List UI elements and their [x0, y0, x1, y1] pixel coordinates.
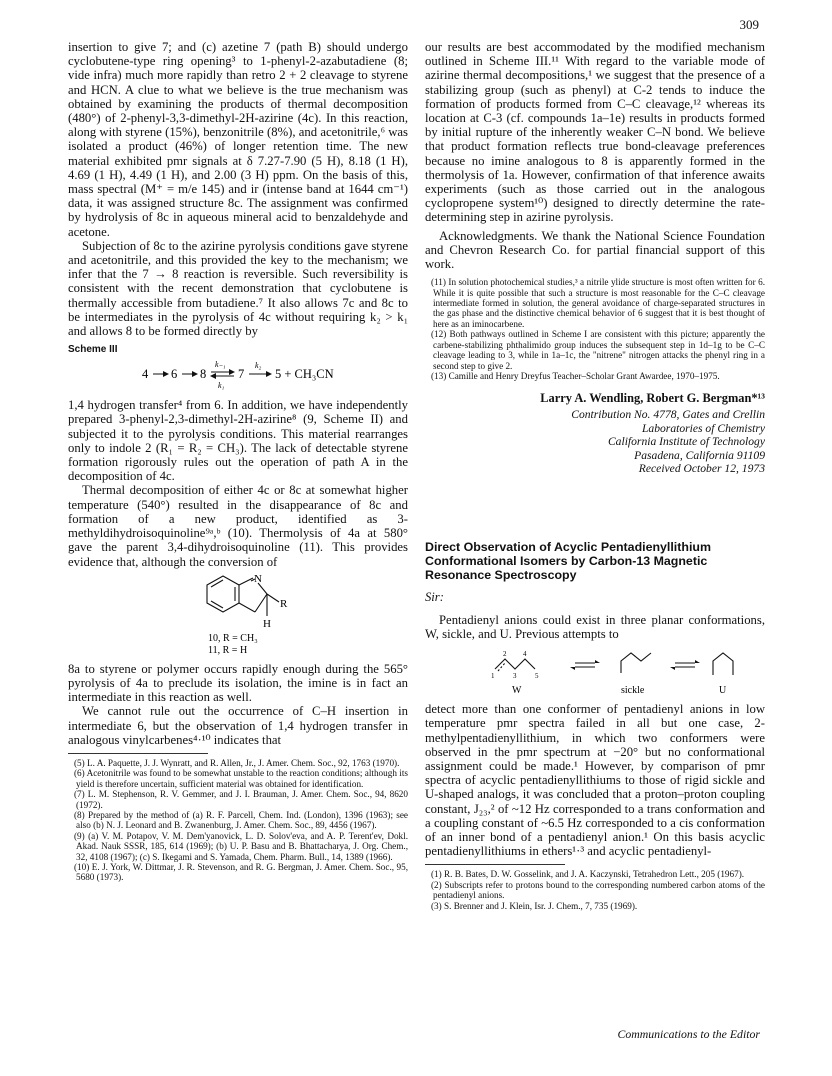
conformer-label-w: W — [512, 685, 522, 697]
paragraph: our results are best accommodated by the modified mechanism outlined in Scheme III.¹¹ With regard to the variable mode of azirine thermal decompositions,¹ we suggest that the presence of a stabilizing group (such as phenyl) at C-2 tends to induce the formation of products formed from C–C cleavage,¹² whereas its location at C-3 (cf. compounds 1a–1e) results in products formed by initial rupture of the inherently weaker C–N bond. We believe that product formation reflects true bond-cleavage preferences because no imine analogous to 8 is apparently formed in the thermolysis of 1a. However, confirmation of that inference awaits experiments (such as those carried out in the analogous cyclopropene system¹⁰) designed to directly determine the rate-determining step in azirine pyrolysis. — [425, 40, 765, 225]
compound-6: 6 — [171, 367, 178, 382]
atom-h-label: H — [263, 617, 271, 630]
scheme-label: Scheme III — [68, 344, 118, 356]
footnote: (6) Acetonitrile was found to be somewhat unstable to the reaction conditions; although its yield is therefore uncertain, sufficient material was obtained for identification. — [74, 768, 408, 789]
paragraph: Thermal decomposition of either 4c or 8c at somewhat higher temperature (540°) resulted in the disappearance of 8c and formation of a new product, identified as 3-methyldihydroisoquinoline⁹ᵃ,ᵇ (10). Thermolysis of 4a at 580° gave the parent 3,4-dihydroisoquinoline (11). This provides evidence that, although the conversion of — [68, 483, 408, 569]
right-column — [425, 40, 765, 911]
author-names: Larry A. Wendling, Robert G. Bergman*¹³ — [540, 391, 765, 406]
journal-section-footer: Communications to the Editor — [617, 1027, 760, 1041]
compound-7: 7 — [238, 367, 245, 382]
carbon-number-2: 2 — [503, 650, 507, 659]
footnote: (8) Prepared by the method of (a) R. F. Parcell, Chem. Ind. (London), 1396 (1963); see also (b) N. J. Leonard and B. Zwanenburg, J. Amer. Chem. Soc., 89, 4456 (1967). — [74, 809, 408, 831]
pentadienyl-conformers-diagram — [425, 641, 765, 697]
carbon-number-3: 3 — [513, 672, 517, 681]
footnote: (1) R. B. Bates, D. W. Gosselink, and J. A. Kaczynski, Tetrahedron Lett., 205 (1967). — [431, 869, 745, 880]
footnote: (3) S. Brenner and J. Klein, Isr. J. Chem., 7, 735 (1969). — [431, 900, 638, 911]
footnotes-right-2 — [425, 869, 765, 911]
footnotes-left — [68, 758, 408, 883]
received-date: Received October 12, 1973 — [638, 462, 765, 476]
rate-k-minus-1: k₋₁ — [215, 360, 226, 370]
scheme-products: 5 + CH₃CN — [275, 367, 334, 382]
conformer-drawings — [495, 653, 733, 675]
paragraph: We cannot rule out the occurrence of C–H insertion in intermediate 6, but the observation of 1,4 hydrogen transfer in analogous vinylcarbenes⁴·¹⁰ indicates that — [68, 704, 408, 747]
compound-label-10: 10, R = CH₃ — [208, 632, 258, 644]
page-number: 309 — [739, 17, 759, 32]
footnote: (13) Camille and Henry Dreyfus Teacher–Scholar Grant Awardee, 1970–1975. — [431, 370, 720, 381]
compound-4: 4 — [142, 367, 149, 382]
rate-k2: k₂ — [255, 361, 262, 371]
footnote: (11) In solution photochemical studies,³ a nitrile ylide structure is most often written for 6. While it is quite possible that such a structure is most reasonable for the C–C cleavage intermediate formed in solution, the general avoidance of charge-separated structures in the gas phase and the distinctive chemical behavior of 6 suggest that it is best thought of here as an iminocarbene. — [431, 277, 765, 329]
conformer-label-u: U — [719, 685, 727, 697]
footnote: (2) Subscripts refer to protons bound to the corresponding numbered carbon atoms of the pentadienyl anions. — [431, 879, 765, 901]
atom-n-label: N — [254, 572, 262, 585]
chemical-structure-drawing — [207, 576, 279, 616]
atom-r-label: R — [280, 597, 288, 610]
scheme-iii-diagram — [68, 359, 408, 393]
paragraph: insertion to give 7; and (c) azetine 7 (path B) should undergo cyclobutene-type ring opening³ to 1-phenyl-2-azabutadiene (8; vide infra) much more rapidly than retro 2 + 2 cleavage to styrene and HCN. A clue to what we believe is the true mechanism was obtained by examining the products of thermal decomposition (480°) of 2-phenyl-3,3-dimethyl-2H-azirine (4c). In this reaction, along with styrene (15%), benzonitrile (8%), and acetonitrile,⁶ was isolated a product (46%) of longer retention time. The new material exhibited pmr signals at δ 7.27-7.90 (5 H), 8.18 (1 H), 4.69 (1 H), 4.49 (1 H), and 2.00 (3 H) ppm. On the basis of this, mass spectral (M⁺ = m/e 145) and ir (intense band at 1644 cm⁻¹) data, it was assigned structure 8c. The assignment was confirmed by hydrolysis of 8c in aqueous mineral acid to benzaldehyde and acetone. — [68, 40, 408, 239]
affiliation-line: Pasadena, California 91109 — [634, 448, 765, 462]
footnote: (5) L. A. Paquette, J. J. Wynratt, and R. Allen, Jr., J. Amer. Chem. Soc., 92, 1763 (1970). — [74, 757, 400, 768]
dihydroisoquinoline-structure — [68, 569, 408, 657]
salutation: Sir: — [425, 589, 444, 604]
footnote-divider — [68, 753, 208, 754]
footnote-divider — [425, 864, 565, 865]
affiliation-line: California Institute of Technology — [607, 435, 765, 449]
conformer-label-sickle: sickle — [621, 685, 645, 697]
left-column — [68, 40, 408, 883]
affiliation-line: Laboratories of Chemistry — [641, 421, 765, 435]
acknowledgments: Acknowledgments. We thank the National Science Foundation and Chevron Research Co. for partial financial support of this work. — [425, 228, 765, 272]
footnote: (12) Both pathways outlined in Scheme I are consistent with this picture; apparently the carbene-stabilizing phthalimido group induces the subsequent step in 1d–1g to be C–C cleavage leading to 3, while in 1a–1c, the "nitrene" nitrogen attacks the phenyl ring in a second step to give 2. — [431, 329, 765, 371]
paragraph: detect more than one conformer of pentadienyl anions in low temperature pmr spectra failed in all but one case, 2-methylpentadienyllithium, in which two conformers were observed in the pmr spectrum at −20° but no conformational assignment could be made.¹ However, by comparison of pmr spectra of acyclic pentadienyllithiums to those of rigid sickle and U-shaped analogs, it was concluded that a proton–proton coupling constant, J₂₃,² of ~12 Hz corresponded to a trans conformation and a coupling constant of ~6.5 Hz corresponded to a cis conformation of an inner bond of a pentadienyl anion.¹ On this basis acyclic pentadienyllithiums in ethers¹·³ and acyclic pentadienyl- — [425, 702, 765, 859]
footnote: (9) (a) V. M. Potapov, V. M. Dem'yanovick, L. D. Solov'eva, and A. P. Terent'ev, Dokl. Akad. Nauk SSSR, 185, 614 (1969); (b) U. P. Basu and B. Bhattacharya, J. Org. Chem., 32, 4108 (1967); (c) S. Ikegami and S. Yamada, Chem. Pharm. Bull., 14, 1389 (1966). — [74, 830, 408, 862]
footnotes-right — [425, 277, 765, 381]
compound-8: 8 — [200, 367, 207, 382]
article-title: Direct Observation of Acyclic Pentadienyllithium Conformational Isomers by Carbon-13 Magnetic Resonance Spectroscopy — [425, 539, 711, 582]
carbon-number-1: 1 — [491, 672, 495, 681]
affiliation-line: Contribution No. 4778, Gates and Crellin — [571, 408, 765, 422]
footnote: (10) E. J. York, W. Dittmar, J. R. Stevenson, and R. G. Bergman, J. Amer. Chem. Soc., 95, 5680 (1973). — [74, 861, 408, 883]
footnote: (7) L. M. Stephenson, R. V. Gemmer, and J. I. Brauman, J. Amer. Chem. Soc., 94, 8620 (1972). — [74, 789, 408, 810]
paragraph: Pentadienyl anions could exist in three planar conformations, W, sickle, and U. Previous attempts to — [425, 612, 765, 642]
carbon-number-4: 4 — [523, 650, 527, 659]
paragraph: 1,4 hydrogen transfer⁴ from 6. In addition, we have independently prepared 3-phenyl-2,3-dimethyl-2H-azirine⁸ (9, Scheme II) and subjected it to the pyrolysis conditions. This material rearranges only to indole 2 (R₁ = R₂ = CH₃). The lack of detectable styrene formation rigorously rules out the operation of path A in the decomposition of 4c. — [68, 398, 408, 484]
carbon-number-5: 5 — [535, 672, 539, 681]
paragraph: Subjection of 8c to the azirine pyrolysis conditions gave styrene and acetonitrile, and this provided the key to the mechanism; we infer that the 7 → 8 reaction is reversible. Such reversibility is consistent with the recent demonstration that cyclobutene is thermally accessible from butadiene.⁷ It also allows 7c and 8c to be intermediates in the pyrolysis of 4c without requiring k₂ > k₁ and allows 8 to be formed directly by — [68, 238, 408, 339]
paragraph: 8a to styrene or polymer occurs rapidly enough during the 565° pyrolysis of 4a to preclude its isolation, the imine is in fact an intermediate in this reaction as well. — [68, 661, 408, 705]
compound-label-11: 11, R = H — [208, 644, 248, 656]
rate-k1: k₁ — [218, 381, 225, 391]
